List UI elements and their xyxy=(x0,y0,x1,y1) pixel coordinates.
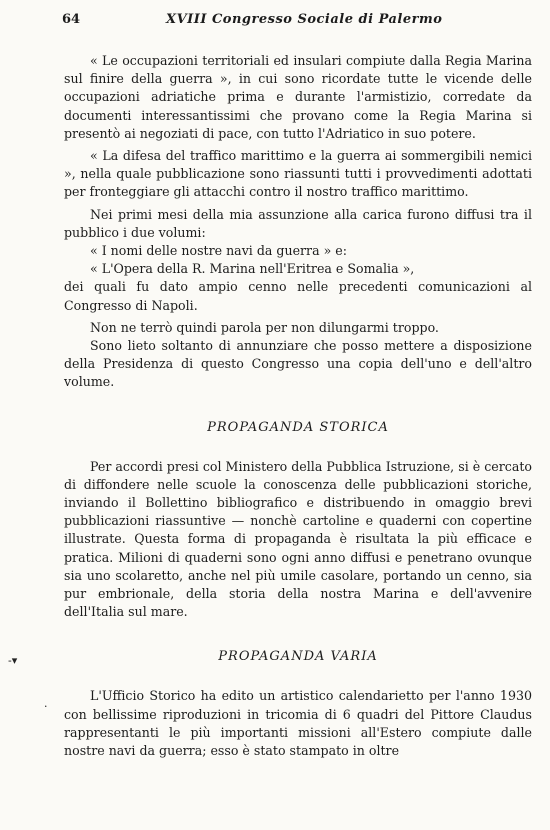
paragraph: L'Ufficio Storico ha edito un artistico calendarietto per l'anno 1930 con bellissime riproduzioni in tricomia di 6 quadri del Pittore Claudus rappresentanti le più importanti missioni all'Estero compiute dalle nostre navi da guerra; esso è stato stampato in oltre xyxy=(64,688,532,759)
paragraph: « L'Opera della R. Marina nell'Eritrea e Somalia », xyxy=(90,261,415,277)
paragraph: Non ne terrò quindi parola per non dilungarmi troppo. xyxy=(90,319,439,335)
page-number: 64 xyxy=(62,12,81,27)
paragraph: Nei primi mesi della mia assunzione alla carica furono diffusi tra il pubblico i due volumi: xyxy=(64,206,532,240)
ink-speck: · xyxy=(44,700,48,713)
paragraph: « La difesa del traffico marittimo e la guerra ai sommergibili nemici », nella quale pubblicazione sono riassunti tutti i provvedimenti adottati per fronteggiare gli attacchi contro il nostro traffico marittimo. xyxy=(64,148,532,200)
paragraph: dei quali fu dato ampio cenno nelle precedenti comunicazioni al Congresso di Napoli. xyxy=(64,279,532,313)
paragraph: « Le occupazioni territoriali ed insulari compiute dalla Regia Marina sul finire della guerra », in cui sono ricordate tutte le vicende delle occupazioni adriatiche prima e durante l'armistizio, corredate da documenti interessantissimi che provano come la Regia Marina si presentò ai negoziati di pace, con tutto l'Adriatico in suo potere. xyxy=(64,53,532,141)
section-heading-storica: PROPAGANDA STORICA xyxy=(207,419,389,435)
paragraph: Per accordi presi col Ministero della Pubblica Istruzione, si è cercato di diffondere nelle scuole la conoscenza delle pubblicazioni storiche, inviando il Bollettino bibliografico e distribuendo in omaggio brevi pubblicazioni riassuntive — nonchè cartoline e quaderni con copertine illustrate. Questa forma di propaganda è risultata la più efficace e pratica. Milioni di quaderni sono ogni anno diffusi e penetrano ovunque sia uno scolaretto, anche nel più umile casolare, portando un cenno, sia pur embrionale, della storia della nostra Marina e dell'avvenire dell'Italia sul mare. xyxy=(64,458,532,620)
page-header xyxy=(62,12,532,34)
page-body xyxy=(64,52,532,760)
running-title: XVIII Congresso Sociale di Palermo xyxy=(166,12,443,27)
paragraph: « I nomi delle nostre navi da guerra » e: xyxy=(90,243,347,259)
section-heading-varia: PROPAGANDA VARIA xyxy=(218,649,378,665)
ink-speck: -▾ xyxy=(8,654,18,667)
paragraph: Sono lieto soltanto di annunziare che posso mettere a disposizione della Presidenza di questo Congresso una copia dell'uno e dell'altro volume. xyxy=(64,338,532,390)
